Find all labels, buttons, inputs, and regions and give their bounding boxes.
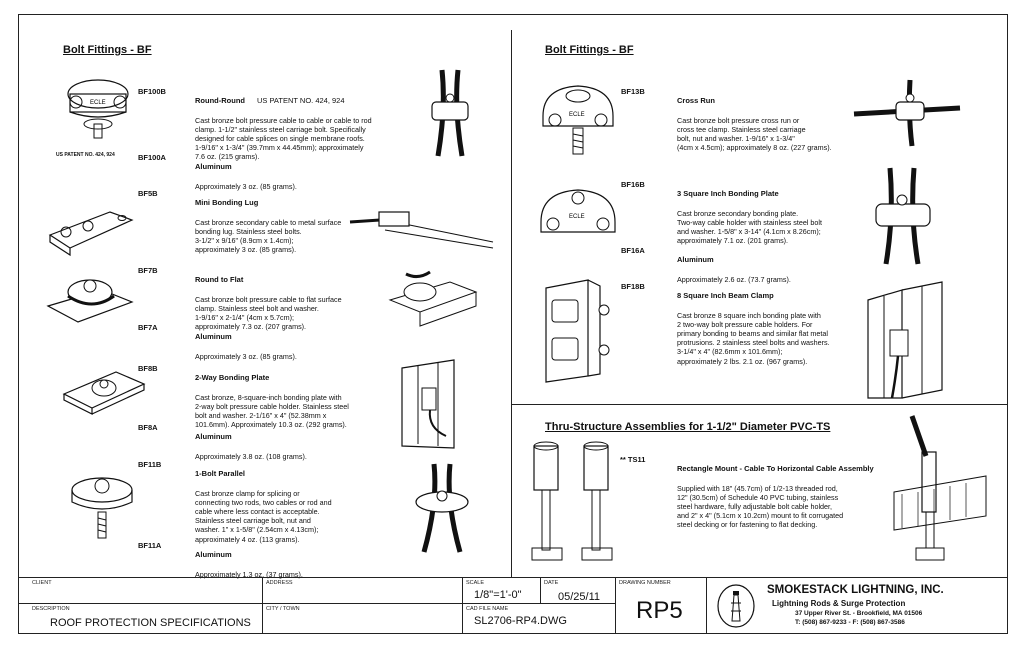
code-bf11a: BF11A (138, 541, 162, 550)
date-value: 05/25/11 (558, 591, 601, 603)
desc-ts11 (677, 455, 887, 539)
bf16b-cable-illustration (868, 166, 938, 266)
title-bf100a: Aluminum (195, 162, 232, 172)
code-bf8b: BF8B (138, 364, 158, 373)
title-bf16a: Aluminum (677, 255, 714, 265)
desc-bf13b (677, 87, 857, 162)
tb-divider-1 (262, 577, 263, 634)
bf16b-illustration (535, 178, 621, 242)
desc-bf18b (677, 282, 862, 375)
code-bf16b: BF16B (621, 180, 645, 189)
body-bf5b: Cast bronze secondary cable to metal surface bonding lug. Stainless steel bolts. 3-1/2" x 9/16" (8.9cm x 1.4cm); approximately 3 oz. (85 grams). (195, 217, 342, 255)
title-bf5b: Mini Bonding Lug (195, 198, 259, 208)
tb-divider-5 (706, 577, 707, 634)
cad-value: SL2706-RP4.DWG (474, 615, 567, 627)
code-bf13b: BF13B (621, 87, 645, 96)
bf7b-illustration (42, 272, 138, 332)
bf13b-illustration (535, 76, 621, 160)
desc-bf11b (195, 460, 405, 553)
title-bf7a: Aluminum (195, 332, 232, 342)
bf5b-illustration (40, 200, 140, 260)
drawing-number: RP5 (636, 597, 683, 624)
title-bf8a: Aluminum (195, 432, 232, 442)
body-bf16a: Approximately 2.6 oz. (73.7 grams). (677, 274, 791, 284)
bf13b-cable-illustration (852, 78, 962, 148)
date-label: DATE (544, 580, 559, 586)
body-bf7b: Cast bronze bolt pressure cable to flat surface clamp. Stainless steel bolt and washer. 1-9/16" x 2-1/4" (4cm x 5.7cm); approximately 7.3 oz. (207 grams). (195, 294, 342, 332)
right-heading: Bolt Fittings - BF (545, 44, 634, 56)
body-bf100a: Approximately 3 oz. (85 grams). (195, 181, 297, 191)
company-address: 37 Upper River St. - Brookfield, MA 01506 (795, 610, 923, 617)
code-bf5b: BF5B (138, 189, 158, 198)
code-bf18b: BF18B (621, 282, 645, 291)
title-bf11a: Aluminum (195, 550, 232, 560)
assembly-heading: Thru-Structure Assemblies for 1-1/2" Diameter PVC-TS (545, 421, 831, 433)
drawing-number-label: DRAWING NUMBER (619, 580, 671, 586)
code-bf100a: BF100A (138, 153, 166, 162)
body-ts11: Supplied with 18" (45.7cm) of 1/2-13 threaded rod, 12" (30.5cm) of Schedule 40 PVC tubing, stainless steel hardware, fully adjustable bolt cable holder, and 2" x 4" (5.1cm x 10.2cm) mount to fit corrugated steel decking or for fastening to flat decking. (677, 483, 844, 530)
left-heading: Bolt Fittings - BF (63, 44, 152, 56)
title-ts11: Rectangle Mount - Cable To Horizontal Cable Assembly (677, 464, 874, 474)
tb-divider-3 (540, 577, 541, 603)
description-value: ROOF PROTECTION SPECIFICATIONS (50, 617, 251, 629)
company-name: SMOKESTACK LIGHTNING, INC. (767, 584, 944, 596)
code-bf8a: BF8A (138, 423, 158, 432)
code-bf7b: BF7B (138, 266, 158, 275)
lighthouse-logo (716, 583, 756, 629)
body-bf13b: Cast bronze bolt pressure cross run or cross tee clamp. Stainless steel carriage bolt, nut and washer. 1-9/16" x 1-3/4" (4cm x 4.5cm); approximately 8 oz. (227 grams). (677, 115, 832, 153)
right-section-divider (511, 404, 1008, 405)
title-bf11b: 1-Bolt Parallel (195, 469, 246, 479)
body-bf11a: Approximately 1.3 oz. (37 grams). (195, 569, 303, 579)
bf100b-illustration (58, 72, 138, 142)
tb-divider-4 (615, 577, 616, 634)
code-bf100b: BF100B (138, 87, 166, 96)
bf100b-cable-illustration (420, 68, 480, 158)
code-ts11: ** TS11 (620, 455, 646, 464)
patent-note: US PATENT NO. 424, 924 (56, 152, 115, 158)
company-tagline: Lightning Rods & Surge Protection (772, 599, 906, 608)
client-label: CLIENT (32, 580, 52, 586)
patent-bf100b: US PATENT NO. 424, 924 (256, 96, 345, 106)
description-label: DESCRIPTION (32, 606, 70, 612)
ts11-components-illustration (520, 436, 630, 570)
body-bf8b: Cast bronze, 8-square-inch bonding plate with 2-way bolt pressure cable holder. Stainless steel bolt and washer. 2-1/16" x 4" (52.38mm x 101.6mm). Approximately 10.3 oz. (292 grams). (195, 392, 349, 430)
address-label: ADDRESS (266, 580, 293, 586)
desc-bf16b (677, 180, 857, 255)
svg-text:ECLE: ECLE (569, 112, 585, 118)
title-bf18b: 8 Square Inch Beam Clamp (677, 291, 774, 301)
body-bf18b: Cast bronze 8 square inch bonding plate with 2 two-way bolt pressure cable holders. For primary bonding to beams and similar flat metal protrusions. 2 stainless steel bolts and washers. 3-1/4" x 4" (82.6mm x 101.6mm); approximately 2 lbs. 2.1 oz. (967 grams). (677, 310, 830, 366)
bf5b-mounted-illustration (345, 198, 495, 250)
code-bf16a: BF16A (621, 246, 645, 255)
bf18b-beam-illustration (862, 280, 948, 400)
cad-label: CAD FILE NAME (466, 606, 509, 612)
scale-value: 1/8"=1'-0" (474, 589, 522, 601)
body-bf7a: Approximately 3 oz. (85 grams). (195, 351, 297, 361)
bf7b-mounted-illustration (380, 270, 480, 330)
body-bf11b: Cast bronze clamp for splicing or connecting two rods, two cables or rod and cable where less contact is acceptable. Stainless steel carriage bolt, nut and washer. 1" x 1-5/8" (2.54cm x 4.13cm); approximately 4 oz. (113 grams). (195, 488, 332, 544)
title-block-border (18, 577, 1008, 578)
body-bf100b: Cast bronze bolt pressure cable to cable or cable to rod clamp. 1-1/2" stainless steel carriage bolt. Specifically designed for cable splices on single membrane roofs. 1-9/16" x 1-3/4" (39.7mm x 44.45mm); approximately 7.6 oz. (215 grams). (195, 115, 372, 162)
company-phone: T: (508) 867-9233 - F: (508) 867-3586 (795, 619, 905, 626)
body-bf8a: Approximately 3.8 oz. (108 grams). (195, 451, 307, 461)
title-bf8b: 2-Way Bonding Plate (195, 373, 270, 383)
title-bf7b: Round to Flat (195, 275, 244, 285)
bf18b-illustration (538, 278, 616, 384)
desc-bf7a (195, 323, 405, 370)
bf8b-mounted-illustration (398, 358, 474, 450)
bf11b-illustration (62, 472, 142, 544)
body-bf16b: Cast bronze secondary bonding plate. Two-way cable holder with stainless steel bolt and washer. 1-5/8" x 3-14" (4.1cm x 8.26cm); approximately 7.1 oz. (201 grams). (677, 208, 823, 246)
title-bf13b: Cross Run (677, 96, 715, 106)
city-label: CITY / TOWN (266, 606, 300, 612)
svg-text:ECLE: ECLE (90, 100, 106, 106)
code-bf11b: BF11B (138, 460, 162, 469)
title-block-midline (18, 603, 615, 604)
title-bf16b: 3 Square Inch Bonding Plate (677, 189, 779, 199)
code-bf7a: BF7A (138, 323, 158, 332)
scale-label: SCALE (466, 580, 485, 586)
ts11-assembly-illustration (892, 412, 988, 568)
svg-text:ECLE: ECLE (569, 214, 585, 220)
desc-bf11a (195, 541, 405, 588)
bf8b-illustration (60, 362, 148, 420)
center-divider (511, 30, 512, 577)
title-bf100b: Round-Round (195, 96, 245, 106)
bf11b-cable-illustration (408, 462, 478, 554)
tb-divider-2 (462, 577, 463, 634)
